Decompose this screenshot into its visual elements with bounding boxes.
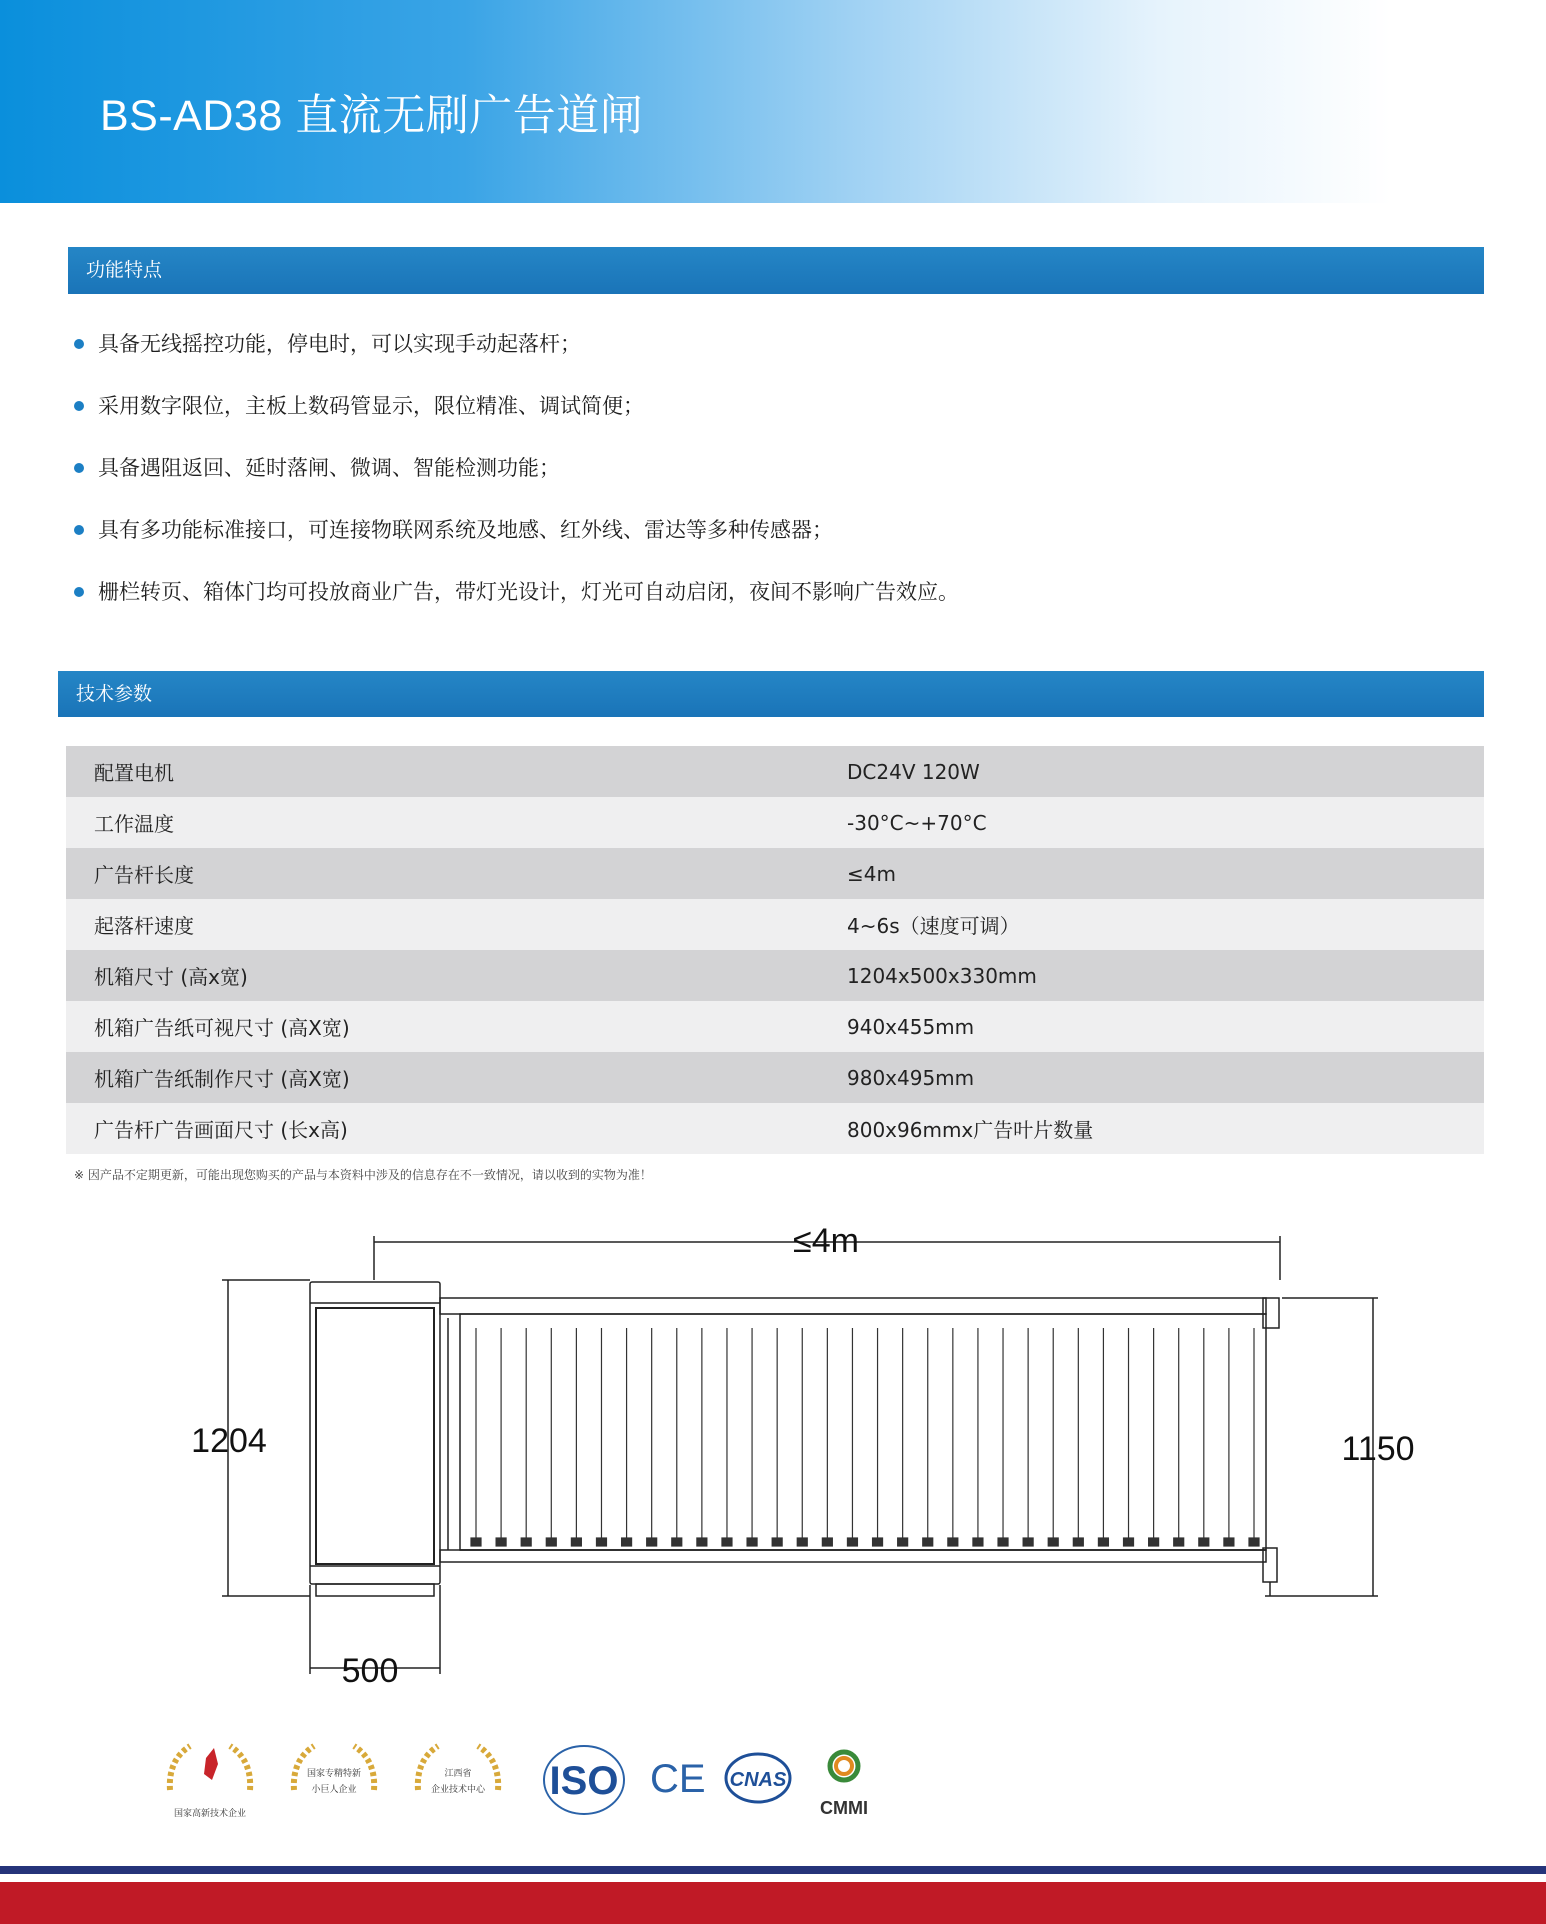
spec-label: 机箱广告纸制作尺寸 (高X宽) bbox=[94, 1067, 350, 1091]
slat-foot bbox=[1149, 1538, 1159, 1546]
feature-item: 栅栏转页、箱体门均可投放商业广告，带灯光设计，灯光可自动启闭，夜间不影响广告效应。 bbox=[72, 566, 1472, 628]
slat-foot bbox=[596, 1538, 606, 1546]
cmmi-logo bbox=[820, 1752, 868, 1818]
table-row bbox=[66, 1103, 1484, 1154]
slat-foot bbox=[923, 1538, 933, 1546]
features-section-bar bbox=[68, 247, 1484, 294]
slat-foot bbox=[847, 1538, 857, 1546]
features-list bbox=[72, 318, 1472, 628]
cabinet-ad-panel bbox=[316, 1308, 434, 1564]
footer-stripe-red bbox=[0, 1882, 1546, 1924]
slat-foot bbox=[797, 1538, 807, 1546]
slat-foot bbox=[973, 1538, 983, 1546]
gate-cabinet bbox=[310, 1282, 440, 1584]
cabinet-height-label: 1204 bbox=[191, 1422, 267, 1460]
arm-bottom-rail bbox=[440, 1550, 1266, 1562]
slat-foot bbox=[747, 1538, 757, 1546]
badge3-label-line1: 江西省 bbox=[444, 1769, 472, 1779]
slat-foot bbox=[1174, 1538, 1184, 1546]
tech-center-badge bbox=[418, 1746, 498, 1795]
slat-foot bbox=[647, 1538, 657, 1546]
slat-foot bbox=[1124, 1538, 1134, 1546]
table-row bbox=[66, 746, 1484, 797]
cabinet-foot bbox=[316, 1584, 434, 1596]
badge3-label-line2: 企业技术中心 bbox=[430, 1785, 486, 1795]
specs-section-title: 技术参数 bbox=[76, 683, 153, 705]
iso-logo bbox=[544, 1746, 624, 1814]
slat-foot bbox=[1098, 1538, 1108, 1546]
badge2-label-line2: 小巨人企业 bbox=[311, 1785, 357, 1795]
table-row bbox=[66, 899, 1484, 950]
slat-foot bbox=[697, 1538, 707, 1546]
certification-logos bbox=[160, 1740, 920, 1830]
spec-label: 广告杆广告画面尺寸 (长x高) bbox=[94, 1118, 348, 1142]
spec-label: 配置电机 bbox=[94, 761, 174, 785]
badge2-label-line1: 国家专精特新 bbox=[306, 1769, 362, 1779]
feature-item: 具备无线摇控功能，停电时，可以实现手动起落杆； bbox=[72, 318, 1472, 380]
arm-top-rail bbox=[440, 1298, 1266, 1314]
arm-height-label: 1150 bbox=[1341, 1430, 1415, 1468]
slat-foot bbox=[873, 1538, 883, 1546]
slat-foot bbox=[772, 1538, 782, 1546]
feature-item: 具有多功能标准接口，可连接物联网系统及地感、红外线、雷达等多种传感器； bbox=[72, 504, 1472, 566]
slat-foot bbox=[1073, 1538, 1083, 1546]
slat-foot bbox=[546, 1538, 556, 1546]
cabinet-width-label: 500 bbox=[341, 1652, 399, 1690]
spec-table bbox=[66, 746, 1484, 1154]
arm-fence-frame bbox=[460, 1314, 1266, 1550]
slat-foot bbox=[622, 1538, 632, 1546]
table-row bbox=[66, 950, 1484, 1001]
cmmi-text: CMMI bbox=[820, 1798, 868, 1818]
badge1-label: 国家高新技术企业 bbox=[173, 1809, 247, 1819]
bullet-icon bbox=[74, 401, 84, 411]
page-title: BS-AD38 直流无刷广告道闸 bbox=[100, 92, 644, 140]
slat-foot bbox=[722, 1538, 732, 1546]
spec-label: 工作温度 bbox=[94, 812, 174, 836]
slat-foot bbox=[471, 1538, 481, 1546]
disclaimer-note: ※ 因产品不定期更新，可能出现您购买的产品与本资料中涉及的信息存在不一致情况，请以收到的实物为准！ bbox=[74, 1168, 652, 1182]
slat-foot bbox=[822, 1538, 832, 1546]
slat-foot bbox=[1199, 1538, 1209, 1546]
slat-foot bbox=[998, 1538, 1008, 1546]
table-row bbox=[66, 848, 1484, 899]
slat-foot bbox=[571, 1538, 581, 1546]
slat-foot bbox=[1023, 1538, 1033, 1546]
footer-stripe-gap bbox=[0, 1874, 1546, 1882]
cnas-text: CNAS bbox=[729, 1769, 787, 1791]
spec-label: 起落杆速度 bbox=[94, 914, 194, 938]
spec-label: 机箱广告纸可视尺寸 (高X宽) bbox=[94, 1016, 350, 1040]
slat-foot bbox=[496, 1538, 506, 1546]
bullet-icon bbox=[74, 339, 84, 349]
slat-foot bbox=[672, 1538, 682, 1546]
table-row bbox=[66, 1052, 1484, 1103]
specs-section-bar bbox=[58, 671, 1484, 717]
spec-label: 广告杆长度 bbox=[94, 863, 194, 887]
header-banner bbox=[0, 0, 1546, 203]
spec-label: 机箱尺寸 (高x宽) bbox=[94, 965, 248, 989]
barrier-gate-drawing bbox=[0, 1200, 1546, 1700]
spec-value: 980x495mm bbox=[847, 1065, 975, 1090]
spec-value: 940x455mm bbox=[847, 1014, 975, 1039]
cnas-logo bbox=[726, 1754, 790, 1802]
slat-foot bbox=[898, 1538, 908, 1546]
specialized-enterprise-badge bbox=[294, 1746, 374, 1795]
footer-stripe-blue bbox=[0, 1866, 1546, 1874]
arm-end-support bbox=[1263, 1548, 1277, 1582]
slat-foot bbox=[948, 1538, 958, 1546]
spec-value: 800x96mmx广告叶片数量 bbox=[847, 1118, 1094, 1142]
high-tech-enterprise-badge bbox=[170, 1746, 250, 1819]
feature-item: 具备遇阻返回、延时落闸、微调、智能检测功能； bbox=[72, 442, 1472, 504]
length-label: ≤4m bbox=[793, 1222, 859, 1260]
bullet-icon bbox=[74, 525, 84, 535]
fence-slats bbox=[471, 1328, 1259, 1546]
bullet-icon bbox=[74, 463, 84, 473]
slat-foot bbox=[521, 1538, 531, 1546]
spec-value: 4~6s（速度可调） bbox=[847, 914, 1020, 938]
features-section-title: 功能特点 bbox=[86, 259, 163, 281]
table-row bbox=[66, 797, 1484, 848]
spec-value: DC24V 120W bbox=[847, 759, 980, 784]
spec-value: 1204x500x330mm bbox=[847, 963, 1037, 988]
table-row bbox=[66, 1001, 1484, 1052]
spec-value: ≤4m bbox=[847, 861, 896, 886]
bullet-icon bbox=[74, 587, 84, 597]
ce-logo: CE bbox=[650, 1757, 706, 1801]
slat-foot bbox=[1048, 1538, 1058, 1546]
slat-foot bbox=[1249, 1538, 1259, 1546]
spec-value: -30°C~+70°C bbox=[847, 810, 987, 835]
slat-foot bbox=[1224, 1538, 1234, 1546]
iso-text: ISO bbox=[549, 1759, 619, 1803]
feature-item: 采用数字限位，主板上数码管显示，限位精准、调试简便； bbox=[72, 380, 1472, 442]
